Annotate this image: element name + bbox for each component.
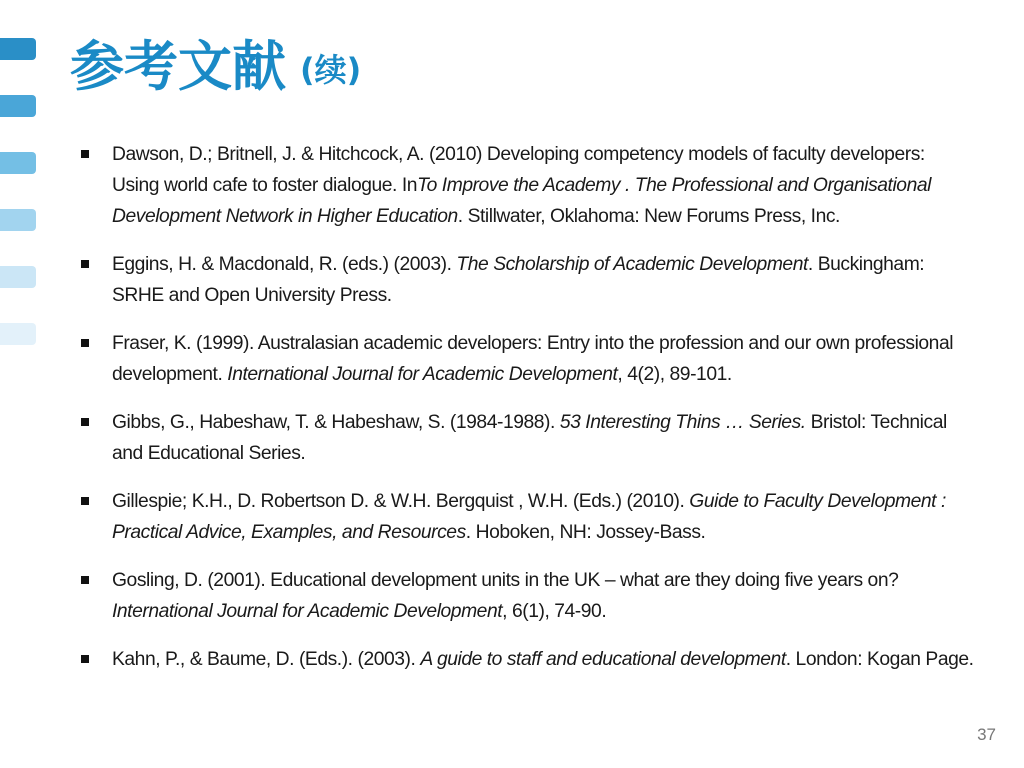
title-text: 参考文献	[70, 35, 286, 98]
bullet-icon	[81, 418, 89, 426]
reference-text: Gibbs, G., Habeshaw, T. & Habeshaw, S. (1984-1988).	[112, 412, 560, 433]
decor-square	[0, 323, 36, 345]
reference-item	[74, 644, 974, 675]
page-number: 37	[977, 725, 996, 744]
decor-square	[0, 209, 36, 231]
reference-text: . Buckingham: SRHE and Open University Press.	[112, 254, 925, 306]
reference-text: . London: Kogan Page.	[785, 649, 974, 670]
bullet-icon	[81, 339, 89, 347]
reference-item	[74, 486, 974, 548]
reference-item	[74, 328, 974, 390]
reference-item	[74, 407, 974, 469]
decor-square	[0, 152, 36, 174]
reference-item	[74, 139, 974, 232]
decor-square	[0, 266, 36, 288]
bullet-icon	[81, 260, 89, 268]
bullet-icon	[81, 576, 89, 584]
reference-text: . Stillwater, Oklahoma: New Forums Press, Inc.	[457, 206, 840, 227]
reference-title: 53 Interesting Thins … Series.	[559, 412, 806, 433]
bullet-icon	[81, 150, 89, 158]
decorative-squares	[0, 0, 40, 768]
reference-title: International Journal for Academic Development	[112, 601, 503, 622]
reference-list	[74, 139, 974, 692]
reference-text: Bristol: Technical and Educational Series.	[112, 412, 947, 464]
reference-title: A guide to staff and educational development	[420, 649, 786, 670]
reference-text: , 6(1), 74-90.	[502, 601, 607, 622]
decor-square	[0, 38, 36, 60]
reference-text: Eggins, H. & Macdonald, R. (eds.) (2003).	[112, 254, 457, 275]
decor-square	[0, 95, 36, 117]
reference-text: . Hoboken, NH: Jossey-Bass.	[465, 522, 706, 543]
reference-title: Guide to Faculty Development : Practical Advice, Examples, and Resources	[112, 491, 946, 543]
title-suffix: (续)	[300, 51, 362, 89]
reference-text: Dawson, D.; Britnell, J. & Hitchcock, A. (2010) Developing competency models of faculty developers: Using world cafe to foster dialogue. In	[112, 144, 925, 196]
slide-title	[70, 35, 362, 98]
reference-item	[74, 249, 974, 311]
reference-text: Fraser, K. (1999). Australasian academic developers: Entry into the profession and our own professional development.	[112, 333, 954, 385]
reference-text: Kahn, P., & Baume, D. (Eds.). (2003).	[112, 649, 421, 670]
reference-text: Gillespie; K.H., D. Robertson D. & W.H. Bergquist , W.H. (Eds.) (2010).	[112, 491, 690, 512]
reference-item	[74, 565, 974, 627]
reference-text: , 4(2), 89-101.	[617, 364, 732, 385]
bullet-icon	[81, 497, 89, 505]
reference-title: To Improve the Academy . The Professional and Organisational Development Network in Higher Education	[112, 175, 931, 227]
bullet-icon	[81, 655, 89, 663]
reference-title: International Journal for Academic Development	[227, 364, 618, 385]
reference-text: Gosling, D. (2001). Educational development units in the UK – what are they doing five years on?	[112, 570, 899, 591]
reference-title: The Scholarship of Academic Development	[456, 254, 808, 275]
